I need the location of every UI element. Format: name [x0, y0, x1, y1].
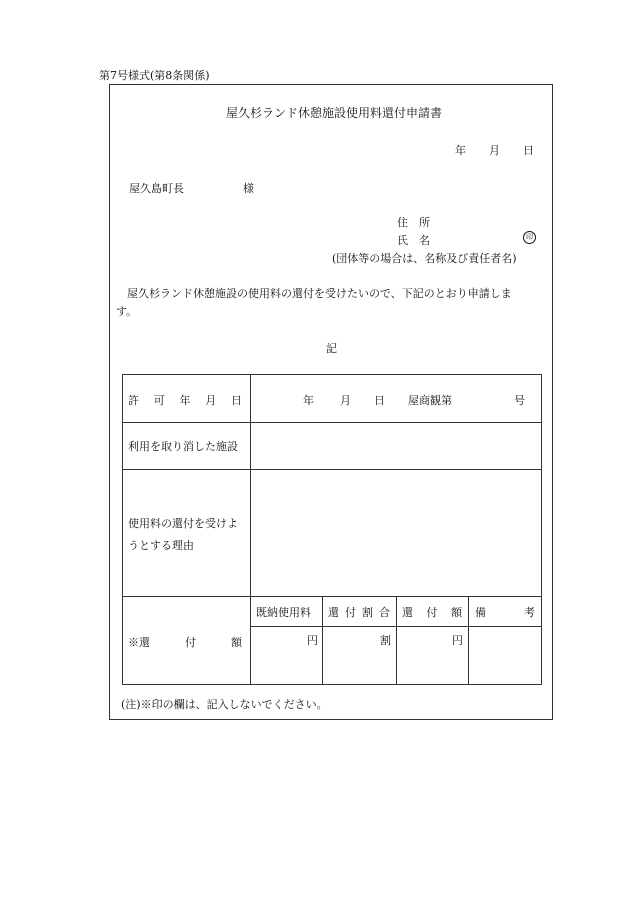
date-day: 日: [523, 144, 534, 157]
paid-fee-header: 既納使用料: [256, 606, 311, 619]
seal-mark: [523, 230, 536, 244]
row-divider: [123, 422, 541, 423]
refund-rate-unit: 割: [380, 634, 391, 647]
applicant-note: (団体等の場合は、名称及び責任者名): [332, 252, 517, 265]
permit-date-label: 許 可 年 月 日: [128, 394, 242, 407]
col-divider: [322, 596, 323, 684]
permit-year: 年: [303, 394, 314, 407]
form-number: 第7号様式(第8条関係): [99, 69, 210, 82]
remarks-header: 備 考: [475, 606, 535, 619]
refund-amount-unit: 円: [452, 634, 463, 647]
col-divider: [468, 596, 469, 684]
permit-month: 月: [340, 394, 351, 407]
col-divider: [250, 375, 251, 684]
body-text-line2: す。: [116, 305, 138, 318]
permit-day: 日: [374, 394, 385, 407]
cancelled-facility-label: 利用を取り消した施設: [128, 440, 238, 453]
addressee-honorific: 様: [243, 182, 254, 195]
date-year: 年: [455, 144, 466, 157]
refund-amount-header: 還 付 額: [402, 606, 462, 619]
addressee-name: 屋久島町長: [129, 182, 184, 195]
paid-fee-unit: 円: [307, 634, 318, 647]
col-divider: [396, 596, 397, 684]
date-month: 月: [489, 144, 500, 157]
permit-number-suffix: 号: [514, 394, 525, 407]
application-table: [122, 374, 542, 685]
address-label: 住 所: [397, 216, 430, 229]
footnote: (注)※印の欄は、記入しないでください。: [121, 698, 328, 711]
seal-icon: 印: [523, 231, 536, 244]
permit-number-prefix: 屋商観第: [408, 394, 452, 407]
reason-label-line1: 使用料の還付を受けよ: [128, 517, 238, 530]
refund-rate-header: 還 付 割 合: [328, 606, 390, 619]
row-divider: [123, 469, 541, 470]
form-title: 屋久杉ランド休憩施設使用料還付申請書: [226, 106, 443, 120]
row-divider: [123, 596, 541, 597]
body-text-line1: 屋久杉ランド休憩施設の使用料の還付を受けたいので、下記のとおり申請しま: [127, 287, 512, 300]
refund-amount-label: ※還 付 額: [128, 636, 242, 649]
ki-heading: 記: [326, 342, 337, 355]
reason-label-line2: うとする理由: [128, 539, 194, 552]
name-label: 氏 名: [397, 234, 430, 247]
